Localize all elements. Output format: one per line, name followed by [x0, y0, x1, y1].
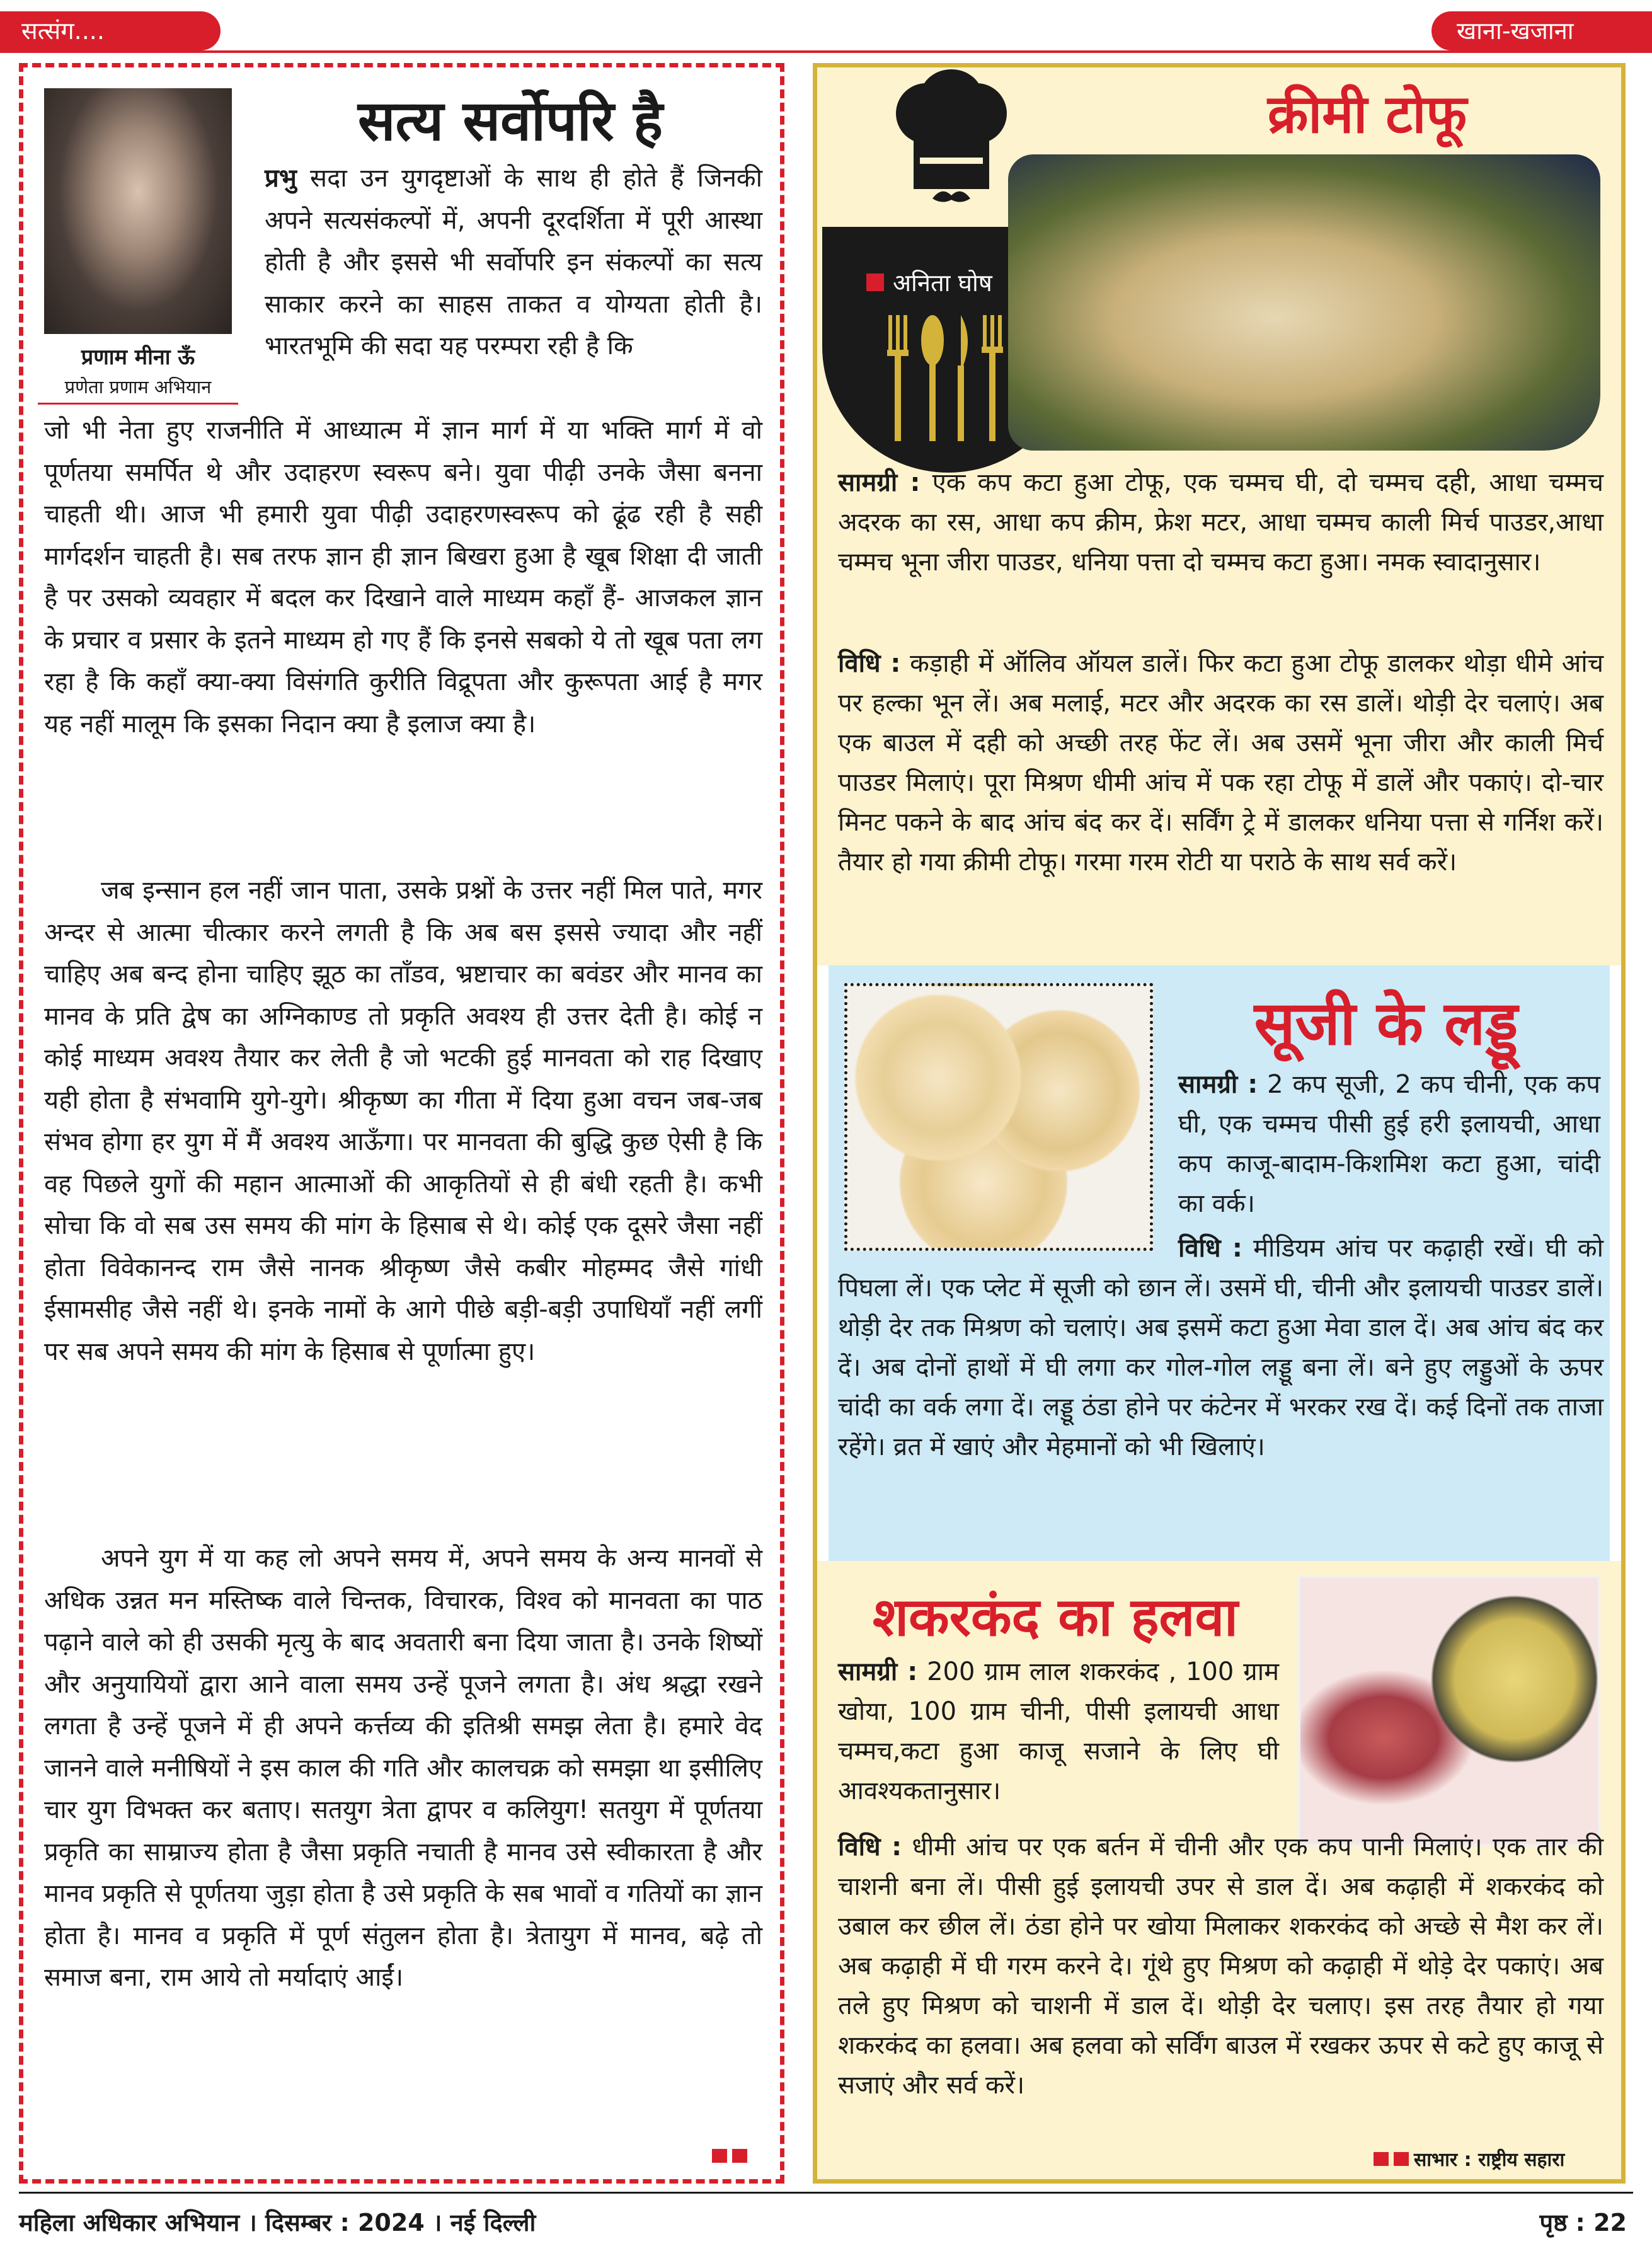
- footer-publication: महिला अधिकार अभियान । दिसम्बर : 2024 । नई दिल्ली: [19, 2209, 536, 2236]
- author-photo: [44, 88, 232, 334]
- tofu-method-label: विधि :: [838, 649, 901, 678]
- tofu-ingredients: [838, 463, 1603, 582]
- ladoo-method-text: मीडियम आंच पर कढ़ाही रखें। घी को पिघला लें। एक प्लेट में सूजी को छान लें। उसमें घी, चीनी और इलायची पाउडर डालें। थोड़ी देर तक मिश्रण को चलाएं। अब इसमें कटा हुआ मेवा डाल दें। अब आंच बंद कर दें। अब दोनों हाथों में घी लगा कर गोल-गोल लड्डू बना लें। बने हुए लड्डुओं के ऊपर चांदी का वर्क लगा दें। लड्डू ठंडा होने पर कंटेनर में भरकर रख दें। कई दिनों तक ताजा रहेंगे। व्रत में खाएं और मेहमानों को भी खिलाएं।: [838, 1234, 1604, 1461]
- shakarkand-recipe-title: शकरकंद का हलवा: [873, 1586, 1238, 1648]
- article-lead-word: प्रभु: [265, 164, 297, 193]
- article-end-mark: [712, 2149, 756, 2163]
- footer-page-number: पृष्ठ : 22: [1539, 2209, 1627, 2236]
- ladoo-ingredients-label: सामग्री :: [1178, 1070, 1258, 1099]
- tofu-recipe-title: क्रीमी टोफू: [1267, 83, 1467, 145]
- recipe-source-credit: [1374, 2146, 1613, 2172]
- tofu-method: [838, 644, 1603, 882]
- article-paragraph-3: जब इन्सान हल नहीं जान पाता, उसके प्रश्नों के उत्तर नहीं मिल पाते, मगर अन्दर से आत्मा चीत्कार करने लगती है कि अब बस इससे ज्यादा और नहीं चाहिए अब बन्द होना चाहिए झूठ का ताँडव, भ्रष्टाचार का बवंडर और मानव का मानव के प्रति द्वेष का अग्निकाण्ड तो प्रकृति अवश्य ही उत्तर देती है। कोई न कोई माध्यम अवश्य तैयार कर लेती है जो भटकी हुई मानवता को राह दिखाए यही होता है संभवामि युगे-युगे। श्रीकृष्ण का गीता में दिया हुआ वचन जब-जब संभव होगा हर युग में मैं अवश्य आऊँगा। पर मानवता की बुद्धि कुछ ऐसी है कि वह पिछले युगों की महान आत्माओं की आकृतियों से ही बंधी रहती है। कभी सोचा कि वो सब उस समय की मांग के हिसाब से थे। कोई एक दूसरे जैसा नहीं होता विवेकानन्द राम जैसे नानक श्रीकृष्ण जैसे कबीर मोहम्मद जैसे गांधी ईसामसीह जैसे नहीं थे। इनके नामों के आगे पीछे बड़ी-बड़ी उपाधियाँ नहीं लगीं पर सब अपने समय की मांग के हिसाब से पूर्णात्मा हुए।: [44, 876, 762, 1366]
- tofu-photo: [1008, 154, 1600, 451]
- ladoo-ingredients-text: 2 कप सूजी, 2 कप चीनी, एक कप घी, एक चम्मच पीसी हुई हरी इलायची, आधा कप काजू-बादाम-किशमिश कटा हुआ, चांदी का वर्क।: [1178, 1070, 1601, 1218]
- ladoo-recipe-title: सूजी के लड्डू: [1254, 988, 1518, 1059]
- footer-rule: [19, 2192, 1633, 2194]
- shakarkand-ingredients-label: सामग्री :: [838, 1657, 918, 1686]
- article-paragraph-1: [265, 158, 762, 367]
- article-paragraph-1-text: सदा उन युगदृष्टाओं के साथ ही होते हैं जिनकी अपने सत्यसंकल्पों में, अपनी दूरदर्शिता में पूरी आस्था होती है और इससे भी सर्वोपरि इन संकल्पों का सत्य साकार करने का साहस ताकत व योग्यता होती है। भारतभूमि की सदा यह परम्परा रही है कि: [265, 164, 762, 360]
- article-paragraph-2: जो भी नेता हुए राजनीति में आध्यात्म में ज्ञान मार्ग में या भक्ति मार्ग में वो पूर्णतया समर्पित थे और उदाहरण स्वरूप बने। युवा पीढ़ी उनके जैसा बनना चाहती थी। आज भी हमारी युवा पीढ़ी उदाहरणस्वरूप को ढूंढ रही है सही मार्गदर्शन चाहती है। सब तरफ ज्ञान ही ज्ञान बिखरा हुआ है खूब शिक्षा दी जाती है पर उसको व्यवहार में बदल कर दिखाने वाले माध्यम कहाँ हैं- आजकल ज्ञान के प्रचार व प्रसार के इतने माध्यम हो गए हैं कि इनसे सबको ये तो खूब पता लग रहा है कि कहाँ क्या-क्या विसंगति कुरीति विद्रूपता और कुरूपता आई है मगर यह नहीं मालूम कि इसका निदान क्या है इलाज क्या है।: [44, 416, 762, 739]
- ladoo-method-label: विधि :: [1178, 1234, 1242, 1263]
- header-rule: [0, 50, 1652, 53]
- ladoo-method: [838, 1229, 1603, 1467]
- section-tag-satsang: सत्संग....: [0, 11, 221, 50]
- article-paragraph-4: अपने युग में या कह लो अपने समय में, अपने समय के अन्य मानवों से अधिक उन्नत मन मस्तिष्क वाले चिन्तक, विचारक, विश्व को मानवता का पाठ पढ़ाने वाले को ही उसकी मृत्यु के बाद अवतारी बना दिया जाता है। उनके शिष्यों और अनुयायियों द्वारा आने वाला समय उन्हें पूजने लगता है। अंध श्रद्धा रखने लगता है उन्हें पूजने में ही अपने कर्त्तव्य की इतिश्री समझ लेता है। हमारे वेद जानने वाले मनीषियों ने इस काल की गति और कालचक्र को समझा था इसीलिए चार युग विभक्त कर बताए। सतयुग त्रेता द्वापर व कलियुग! सतयुग में पूर्णतया प्रकृति का साम्राज्य होता है जैसा प्रकृति नचाती है मानव उसे स्वीकारता है और मानव प्रकृति से पूर्णतया जुड़ा होता है उसे प्रकृति के सब भावों व गतियों का ज्ञान होता है। मानव व प्रकृति में पूर्ण संतुलन होता है। त्रेतायुग में मानव, बढ़े तो समाज बना, राम आये तो मर्यादाएं आईं।: [44, 1544, 762, 1992]
- chef-hat-icon: [888, 69, 1014, 214]
- section-tag-khana-khazana: खाना-खजाना: [1431, 11, 1652, 50]
- author-name: प्रणाम मीना ऊँ: [81, 345, 195, 370]
- shakarkand-photo: [1298, 1575, 1600, 1846]
- shakarkand-ingredients-text: 200 ग्राम लाल शकरकंद , 100 ग्राम खोया, 100 ग्राम चीनी, पीसी इलायची आधा चम्मच,कटा हुआ काजू सजाने के लिए घी आवश्यकतानुसार।: [838, 1657, 1279, 1805]
- ladoo-photo: [844, 983, 1153, 1251]
- cutlery-icon: [882, 315, 1027, 441]
- tofu-method-text: कड़ाही में ऑलिव ऑयल डालें। फिर कटा हुआ टोफू डालकर थोड़ा धीमे आंच पर हल्का भून लें। अब मलाई, मटर और अदरक का रस डालें। थोड़ी देर चलाएं। अब एक बाउल में दही को अच्छी तरह फेंट लें। अब उसमें भूना जीरा और काली मिर्च पाउडर मिलाएं। पूरा मिश्रण धीमी आंच में पक रहा टोफू में डालें और पकाएं। दो-चार मिनट पकने के बाद आंच बंद कर दें। सर्विंग ट्रे में डालकर धनिया पत्ता से गर्निश करें। तैयार हो गया क्रीमी टोफू। गरमा गरम रोटी या पराठे के साथ सर्व करें।: [838, 649, 1604, 877]
- recipe-source-text: साभार : राष्ट्रीय सहारा: [1414, 2149, 1565, 2171]
- shakarkand-ingredients: [838, 1652, 1279, 1811]
- shakarkand-method: [838, 1828, 1603, 2105]
- shakarkand-method-text: धीमी आंच पर एक बर्तन में चीनी और एक कप पानी मिलाएं। एक तार की चाशनी बना लें। पीसी हुई इलायची उपर से डाल दें। अब कढ़ाही में शकरकंद को उबाल कर छील लें। ठंडा होने पर खोया मिलाकर शकरकंद को अच्छे से मैश कर लें। अब कढ़ाही में घी गरम करने दे। गूंथे हुए मिश्रण को कढ़ाही में थोड़े देर पकाएं। अब तले हुए मिश्रण को चाशनी में डाल दें। थोड़ी देर चलाए। इस तरह तैयार हो गया शकरकंद का हलवा। अब हलवा को सर्विंग बाउल में रखकर ऊपर से कटे हुए काजू से सजाएं और सर्व करें।: [838, 1833, 1604, 2100]
- chef-bullet-icon: [866, 273, 884, 291]
- shakarkand-method-label: विधि :: [838, 1833, 902, 1862]
- tofu-ingredients-text: एक कप कटा हुआ टोफू, एक चम्मच घी, दो चम्मच दही, आधा चम्मच अदरक का रस, आधा कप क्रीम, फ्रेश मटर, आधा चम्मच काली मिर्च पाउडर,आधा चम्मच भूना जीरा पाउडर, धनिया पत्ता दो चम्मच कटा हुआ। नमक स्वादानुसार।: [838, 468, 1603, 577]
- article-title: सत्य सर्वोपरि है: [357, 88, 663, 153]
- tofu-ingredients-label: सामग्री :: [838, 468, 921, 497]
- author-role: प्रणेता प्रणाम अभियान: [38, 374, 238, 405]
- chef-name-text: अनिता घोष: [893, 269, 992, 297]
- ladoo-ingredients: [1178, 1065, 1600, 1224]
